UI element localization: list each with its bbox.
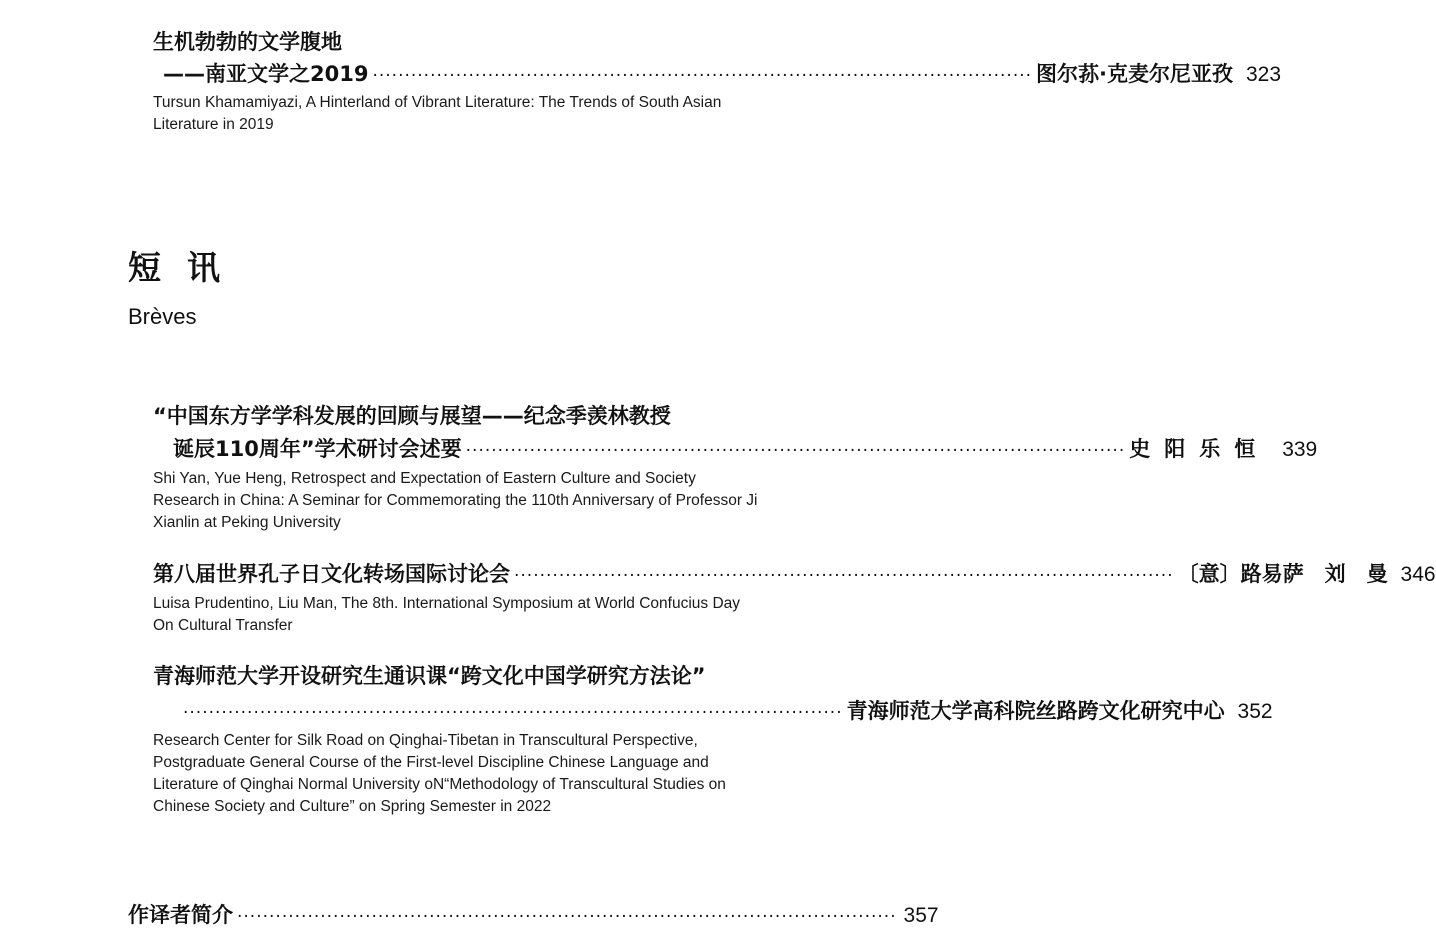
- entry-english-line3: Literature of Qinghai Normal University oN“Methodology of Transcultural Studies on: [153, 776, 726, 793]
- entry-title-line2: [173, 435, 1318, 465]
- entry-page-number: 352: [1237, 700, 1273, 723]
- leader-dots: ·······································································································: [237, 907, 897, 927]
- entry-title-line2: [163, 60, 1282, 90]
- entry-title-line: [153, 560, 1436, 590]
- entry-title-line1: 青海师范大学开设研究生通识课“跨文化中国学研究方法论”: [153, 664, 706, 688]
- entry-author: 史阳乐恒: [1129, 437, 1270, 461]
- entry-title-line2: [183, 697, 1273, 727]
- entry-subtitle: ——南亚文学之2019: [163, 62, 369, 86]
- entry-english-line2: On Cultural Transfer: [153, 617, 293, 634]
- entry-author: 〔意〕路易萨 刘 曼: [1177, 562, 1388, 586]
- entry-english-line2: Research in China: A Seminar for Commemorating the 110th Anniversary of Professor Ji: [153, 492, 758, 509]
- entry-title-line1: “中国东方学学科发展的回顾与展望——纪念季羡林教授: [153, 404, 671, 428]
- entry-english-line3: Xianlin at Peking University: [153, 514, 341, 531]
- entry-page-number: 323: [1245, 63, 1282, 86]
- entry-english-line2: Literature in 2019: [153, 116, 274, 133]
- toc-entry-ji-xianlin: [153, 402, 1318, 534]
- entry-page-number: 339: [1282, 438, 1318, 461]
- entry-english-line1: Luisa Prudentino, Liu Man, The 8th. International Symposium at World Confucius Day: [153, 595, 741, 612]
- entry-title: 作译者简介: [128, 903, 233, 927]
- toc-entry-translators: [128, 901, 939, 931]
- entry-english-line2: Postgraduate General Course of the First-level Discipline Chinese Language and: [153, 754, 709, 771]
- section-subtitle: Brèves: [128, 304, 197, 329]
- toc-entry-qinghai: [153, 662, 1273, 818]
- leader-dots: ·······································································································: [183, 703, 843, 723]
- leader-dots: ·······································································································: [372, 66, 1033, 86]
- toc-entry-south-asia: [153, 28, 1282, 136]
- entry-english-line1: Shi Yan, Yue Heng, Retrospect and Expectation of Eastern Culture and Society: [153, 470, 696, 487]
- toc-entry-confucius: [153, 560, 1436, 637]
- entry-english-line1: Research Center for Silk Road on Qinghai-Tibetan in Transcultural Perspective,: [153, 732, 698, 749]
- entry-page-number: 357: [903, 904, 939, 927]
- section-title: 短讯: [128, 248, 246, 287]
- entry-page-number: 346: [1400, 563, 1436, 586]
- leader-dots: ·······································································································: [514, 566, 1174, 586]
- entry-english-line4: Chinese Society and Culture” on Spring Semester in 2022: [153, 798, 552, 815]
- entry-author: 图尔荪·克麦尔尼亚孜: [1036, 62, 1234, 86]
- leader-dots: ·······································································································: [465, 441, 1126, 461]
- entry-english-line1: Tursun Khamamiyazi, A Hinterland of Vibrant Literature: The Trends of South Asian: [153, 94, 722, 111]
- entry-title-line1: 生机勃勃的文学腹地: [153, 30, 342, 54]
- entry-subtitle: 诞辰110周年”学术研讨会述要: [173, 437, 462, 461]
- entry-author: 青海师范大学高科院丝路跨文化研究中心: [846, 699, 1225, 723]
- entry-title: 第八届世界孔子日文化转场国际讨论会: [153, 562, 510, 586]
